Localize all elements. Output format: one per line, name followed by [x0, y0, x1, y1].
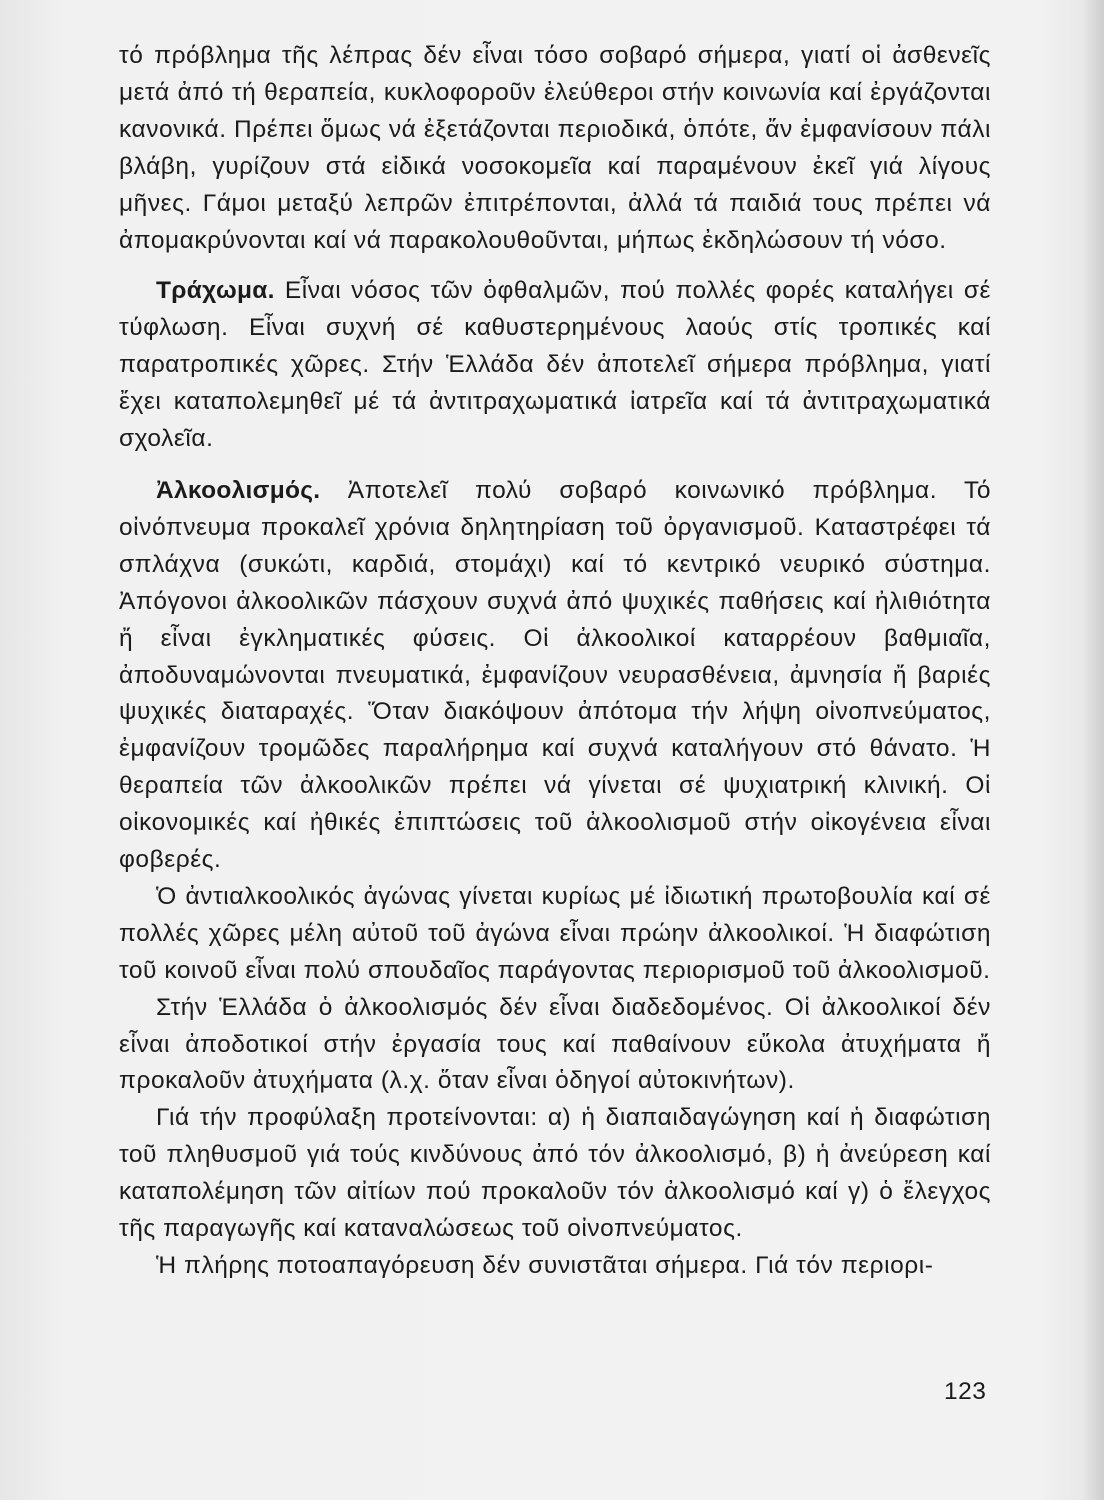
paragraph-text: Ἀποτελεῖ πολύ σοβαρό κοινωνικό πρόβλημα. Τό οἰνόπνευμα προκαλεῖ χρόνια δηλητηρίαση τοῦ ὀργανισμοῦ. Καταστρέφει τά σπλάχνα (συκώτι, καρδιά, στομάχι) καί τό κεντρικό νευρικό σύστημα. Ἀπόγονοι ἀλκοολικῶν πάσχουν συχνά ἀπό ψυχικές παθήσεις καί ἠλιθιότητα ἤ εἶναι ἐγκληματικές φύσεις. Οἱ ἀλκοολικοί καταρρέουν βαθμιαῖα, ἀποδυναμώνονται πνευματικά, ἐμφανίζουν νευρασθένεια, ἀμνησία ἤ βαριές ψυχικές διαταραχές. Ὅταν διακόψουν ἀπότομα τήν λήψη οἰνοπνεύματος, ἐμφανίζουν τρομῶδες παραλήρημα καί συχνά καταλήγουν στό θάνατο. Ἡ θεραπεία τῶν ἀλκοολικῶν πρέπει νά γίνεται σέ ψυχιατρική κλινική. Οἱ οἰκονομικές καί ἠθικές ἐπιπτώσεις τοῦ ἀλκοολισμοῦ στήν οἰκογένεια εἶναι φοβερές. [119, 476, 991, 874]
paragraph-text: Ὁ ἀντιαλκοολικός ἀγώνας γίνεται κυρίως μέ ἰδιωτική πρωτοβουλία καί σέ πολλές χῶρες μέλη αὐτοῦ τοῦ ἀγώνα εἶναι πρώην ἀλκοολικοί. Ἡ διαφώτιση τοῦ κοινοῦ εἶναι πολύ σπουδαῖος παράγοντας περιορισμοῦ τοῦ ἀλκοολισμοῦ. [119, 882, 991, 984]
section-heading-alcoholism: Ἀλκοολισμός. [156, 476, 321, 504]
paragraph-text: Γιά τήν προφύλαξη προτείνονται: α) ἡ διαπαιδαγώγηση καί ἡ διαφώτιση τοῦ πληθυσμοῦ γιά τούς κινδύνους ἀπό τόν ἀλκοολισμό, β) ἡ ἀνεύρεση καί καταπολέμηση τῶν αἰτίων πού προκαλοῦν τόν ἀλκοολισμό καί γ) ὁ ἔλεγχος τῆς παραγωγῆς καί καταναλώσεως τοῦ οἰνοπνεύματος. [119, 1104, 991, 1243]
paragraph-alcoholism-in-greece [119, 990, 991, 1101]
paragraph-text: Στήν Ἑλλάδα ὁ ἀλκοολισμός δέν εἶναι διαδεδομένος. Οἱ ἀλκοολικοί δέν εἶναι ἀποδοτικοί στήν ἐργασία τους καί παθαίνουν εὔκολα ἀτυχήματα ἤ προκαλοῦν ἀτυχήματα (λ.χ. ὅταν εἶναι ὁδηγοί αὐτοκινήτων). [119, 993, 991, 1095]
paragraph-prohibition [119, 1248, 991, 1285]
page-body [119, 38, 991, 1285]
page-edge-shadow [1082, 0, 1104, 1500]
paragraph-alcoholism [119, 473, 991, 879]
section-heading-trachoma: Τράχωμα. [156, 277, 275, 305]
paragraph-anti-alcohol-struggle [119, 879, 991, 990]
page-number: 123 [944, 1378, 987, 1405]
paragraph-text: Εἶναι νόσος τῶν ὀφθαλμῶν, πού πολλές φορές καταλήγει σέ τύφλωση. Εἶναι συχνή σέ καθυστερημένους λαούς στίς τροπικές καί παρατροπικές χῶρες. Στήν Ἑλλάδα δέν ἀποτελεῖ σήμερα πρόβλημα, γιατί ἔχει καταπολεμηθεῖ μέ τά ἀντιτραχωματικά ἰατρεῖα καί τά ἀντιτραχωματικά σχολεῖα. [119, 277, 992, 453]
paragraph-leprosy-continued [119, 38, 991, 259]
paragraph-text: Ἡ πλήρης ποτοαπαγόρευση δέν συνιστᾶται σήμερα. Γιά τόν περιορι- [156, 1252, 934, 1279]
paragraph-text: τό πρόβλημα τῆς λέπρας δέν εἶναι τόσο σοβαρό σήμερα, γιατί οἱ ἀσθενεῖς μετά ἀπό τή θεραπεία, κυκλοφοροῦν ἐλεύθεροι στήν κοινωνία καί ἐργάζονται κανονικά. Πρέπει ὅμως νά ἐξετάζονται περιοδικά, ὁπότε, ἄν ἐμφανίσουν πάλι βλάβη, γυρίζουν στά εἰδικά νοσοκομεῖα καί παραμένουν ἐκεῖ γιά λίγους μῆνες. Γάμοι μεταξύ λεπρῶν ἐπιτρέπονται, ἀλλά τά παιδιά τους πρέπει νά ἀπομακρύνονται καί νά παρακολουθοῦνται, μήπως ἐκδηλώσουν τή νόσο. [119, 42, 991, 254]
paragraph-prevention [119, 1100, 991, 1248]
paragraph-trachoma [119, 273, 991, 458]
